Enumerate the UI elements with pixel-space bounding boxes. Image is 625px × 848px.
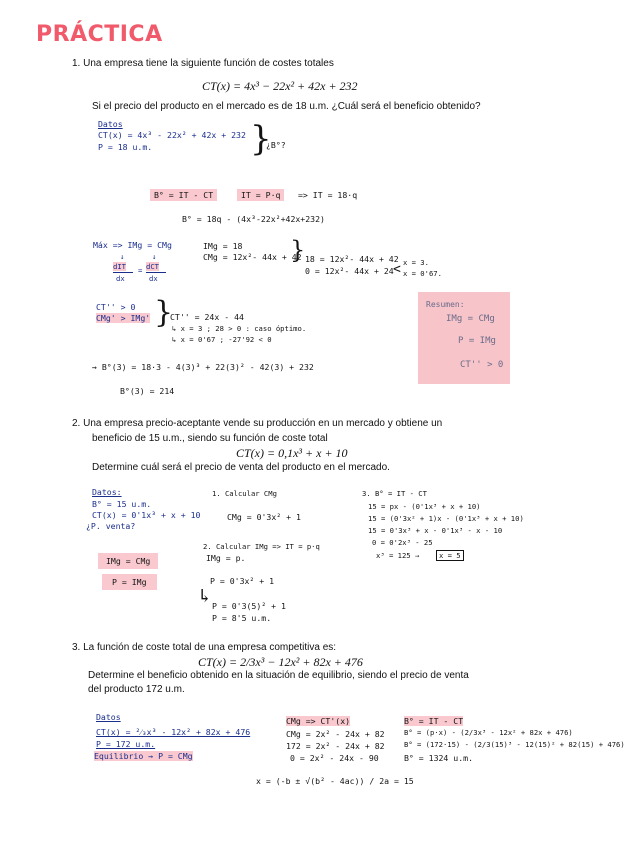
summary-line-1: IMg = CMg (446, 314, 495, 324)
p3-cmg: CMg = 2x² - 24x + 82 (286, 729, 385, 739)
p2-result-box: x = 5 (436, 550, 464, 561)
problem-2-question: Determine cuál será el precio de venta del producto en el mercado. (92, 462, 390, 473)
p2-line-2: 15 = (0'3x² + 1)x - (0'1x³ + x + 10) (368, 514, 524, 523)
p1-benefit-definition: B° = IT - CT (150, 189, 217, 201)
p2-line-1: 15 = px - (0'1x³ + x + 10) (368, 502, 481, 511)
p1-benefit-expression: B° = 18q - (4x³-22x²+42x+232) (182, 214, 325, 224)
p2-img-p: IMg = p. (206, 553, 246, 563)
problem-3-question-a: Determine el beneficio obtenido en la situación de equilibrio, siendo el precio de venta (88, 670, 469, 681)
p1-roots-bracket: < (393, 262, 401, 277)
problem-3-statement: 3. La función de coste total de una empresa competitiva es: (72, 642, 337, 653)
problem-2-formula: CT(x) = 0,1x³ + x + 10 (236, 446, 348, 460)
summary-line-3: CT'' > 0 (460, 360, 504, 370)
p2-benefit-data: B° = 15 u.m. (92, 499, 152, 509)
p3-ct-data: CT(x) = ²⁄₃x³ - 12x² + 82x + 476 (96, 727, 251, 737)
p1-brace-3: } (154, 295, 174, 330)
p3-equation-2: 0 = 2x² - 24x - 90 (290, 753, 379, 763)
problem-3-formula: CT(x) = 2/3x³ − 12x² + 82x + 476 (198, 655, 363, 669)
p1-benefit-result: B°(3) = 214 (120, 386, 175, 396)
problem-1-statement: 1. Una empresa tiene la siguiente función de costes totales (72, 58, 334, 69)
p3-benefit-line-2: B° = (172·15) - (2/3(15)³ - 12(15)² + 82(15) + 476) (404, 740, 625, 749)
p3-benefit-result: B° = 1324 u.m. (404, 753, 474, 763)
p1-datos-label: Datos (98, 119, 123, 129)
p2-unknown: ¿P. venta? (86, 521, 136, 531)
p1-dx-1: dx (116, 274, 125, 283)
p1-cmg: CMg = 12x²- 44x + 42 (203, 252, 302, 262)
p1-equals: = (138, 266, 143, 275)
problem-1-formula: CT(x) = 4x³ − 22x² + 42x + 232 (202, 79, 358, 93)
p1-brace: } (250, 119, 272, 159)
p2-price-2: P = 0'3(5)² + 1 (212, 601, 286, 611)
p1-img: IMg = 18 (203, 241, 243, 251)
p1-equation-1: 18 = 12x²- 44x + 42 (305, 254, 399, 264)
p3-benefit-line-1: B° = (p·x) - (2/3x³ - 12x² + 82x + 476) (404, 728, 573, 737)
p1-condition-1: CT'' > 0 (96, 302, 136, 312)
p2-img-cmg-note: IMg = CMg (98, 553, 158, 569)
p1-second-derivative: CT'' = 24x - 44 (170, 312, 244, 322)
p1-price-data: P = 18 u.m. (98, 142, 153, 152)
p2-line-3: 15 = 0'3x³ + x - 0'1x³ - x - 10 (368, 526, 503, 535)
p2-line-4: 0 = 0'2x³ - 25 (372, 538, 433, 547)
p3-benefit-def: B° = IT - CT (404, 716, 464, 726)
p1-check-1: ↳ x = 3 ; 28 > 0 : caso óptimo. (172, 324, 307, 333)
p1-dct: dCT (146, 262, 159, 271)
p3-equilibrium: Equilibrio → P = CMg (94, 751, 193, 761)
p1-fraction-bar-1 (113, 272, 133, 273)
p1-income-value: => IT = 18·q (298, 190, 358, 200)
page-title: PRÁCTICA (36, 22, 163, 47)
p1-condition-2: CMg' > IMg' (96, 313, 151, 323)
p2-step-1: 1. Calcular CMg (212, 489, 277, 498)
p3-equation-1: 172 = 2x² - 24x + 82 (286, 741, 385, 751)
p1-arrow-2: ↓ (152, 252, 157, 261)
p1-dit: dIT (113, 262, 126, 271)
p3-datos-label: Datos (96, 712, 121, 722)
problem-3-question-b: del producto 172 u.m. (88, 684, 185, 695)
p2-p-img-note: P = IMg (102, 574, 157, 590)
p1-arrow-1: ↓ (120, 252, 125, 261)
p1-dx-2: dx (149, 274, 158, 283)
p1-equation-2: 0 = 12x²- 44x + 24 (305, 266, 394, 276)
problem-1-question: Si el precio del producto en el mercado es de 18 u.m. ¿Cuál será el beneficio obtenido? (92, 101, 481, 112)
p1-income-definition: IT = P·q (237, 189, 284, 201)
summary-note (418, 292, 510, 384)
p2-step-3: 3. B° = IT - CT (362, 489, 427, 498)
p1-root-1: x = 3. (403, 258, 429, 267)
p2-datos-label: Datos: (92, 487, 122, 497)
p1-unknown: ¿B°? (266, 140, 286, 150)
p1-fraction-bar-2 (146, 272, 166, 273)
p2-price-3: P = 8'5 u.m. (212, 613, 272, 623)
p2-price-1: P = 0'3x² + 1 (210, 576, 275, 586)
p3-quadratic: x = (-b ± √(b² - 4ac)) / 2a = 15 (256, 776, 414, 786)
summary-line-2: P = IMg (458, 336, 496, 346)
p1-ct-data: CT(x) = 4x³ - 22x² + 42x + 232 (98, 130, 246, 140)
p1-max-condition: Máx => IMg = CMg (93, 240, 172, 250)
p3-price-data: P = 172 u.m. (96, 739, 156, 749)
summary-title: Resumen: (426, 300, 465, 309)
problem-2-statement-b: beneficio de 15 u.m., siendo su función de coste total (92, 433, 328, 444)
p2-arrow-curve: ↳ (197, 586, 213, 607)
p2-step-2: 2. Calcular IMg => IT = p·q (203, 542, 320, 551)
p1-check-2: ↳ x = 0'67 ; -27'92 < 0 (172, 335, 272, 344)
p2-cmg: CMg = 0'3x² + 1 (227, 512, 301, 522)
p2-ct-data: CT(x) = 0'1x³ + x + 10 (92, 510, 201, 520)
p1-brace-2: } (290, 236, 306, 264)
p3-cmg-derivative: CMg => CT'(x) (286, 716, 351, 726)
problem-2-statement-a: 2. Una empresa precio-aceptante vende su producción en un mercado y obtiene un (72, 418, 443, 429)
p1-benefit-at-3: → B°(3) = 18·3 - 4(3)³ + 22(3)² - 42(3) + 232 (92, 362, 314, 372)
p1-root-2: x = 0'67. (403, 269, 442, 278)
p2-line-5: x³ = 125 → (376, 551, 420, 560)
